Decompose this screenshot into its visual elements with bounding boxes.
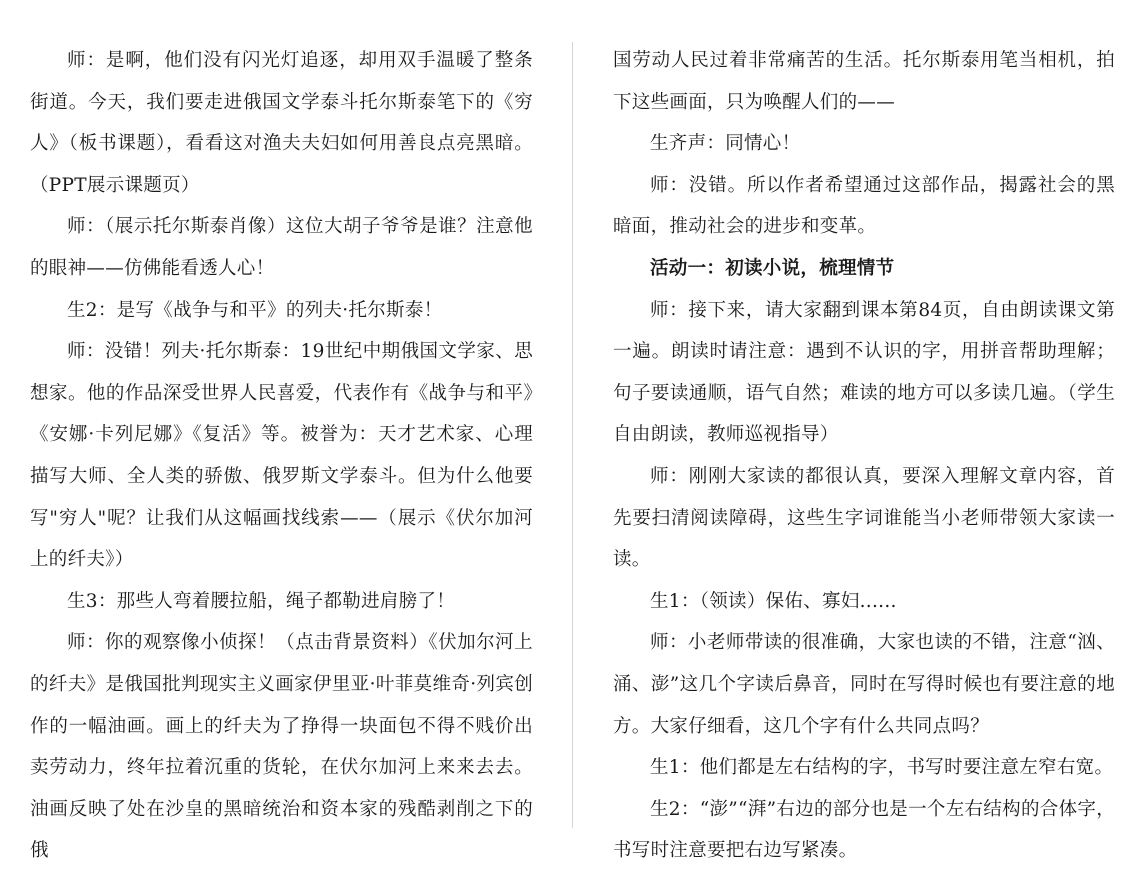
paragraph: 生1：（领读）保佑、寡妇...... xyxy=(650,590,897,612)
right-column xyxy=(613,40,1115,872)
left-column xyxy=(30,40,533,872)
paragraph-continuation: 国劳动人民过着非常痛苦的生活。托尔斯泰用笔当相机，拍下这些画面，只为唤醒人们的—— xyxy=(613,50,1115,113)
paragraph: 师：没错。所以作者希望通过这部作品，揭露社会的黑暗面，推动社会的进步和变革。 xyxy=(613,174,1115,238)
section-heading: 活动一：初读小说，梳理情节 xyxy=(650,257,895,279)
paragraph: 生3：那些人弯着腰拉船，绳子都勒进肩膀了！ xyxy=(67,590,456,612)
paragraph: 师：刚刚大家读的都很认真，要深入理解文章内容，首先要扫清阅读障碍，这些生字词谁能当小老师带领大家读一读。 xyxy=(613,465,1115,571)
paragraph: 师：是啊，他们没有闪光灯追逐，却用双手温暖了整条街道。今天，我们要走进俄国文学泰斗托尔斯泰笔下的《穷人》（板书课题），看看这对渔夫夫妇如何用善良点亮黑暗。（PPT展示课题页） xyxy=(30,50,533,196)
paragraph: 生1：他们都是左右结构的字，书写时要注意左窄右宽。 xyxy=(650,757,1114,779)
paragraph: 生齐声：同情心！ xyxy=(650,133,801,155)
paragraph: 生2：是写《战争与和平》的列夫·托尔斯泰！ xyxy=(67,299,443,321)
paragraph: 师：你的观察像小侦探！（点击背景资料）《伏加尔河上的纤夫》是俄国批判现实主义画家伊里亚·叶菲莫维奇·列宾创作的一幅油画。画上的纤夫为了挣得一块面包不得不贱价出卖劳动力，终年拉着沉重的货轮，在伏尔加河上来来去去。油画反映了处在沙皇的黑暗统治和资本家的残酷剥削之下的俄 xyxy=(30,632,533,862)
paragraph: 生2：“澎”“湃”右边的部分也是一个左右结构的合体字，书写时注意要把右边写紧凑。 xyxy=(613,798,1115,862)
paragraph: 师：（展示托尔斯泰肖像）这位大胡子爷爷是谁？注意他的眼神——仿佛能看透人心！ xyxy=(30,216,533,279)
column-divider xyxy=(572,42,573,828)
paragraph: 师：小老师带读的很准确，大家也读的不错，注意“汹、涌、澎”这几个字读后鼻音，同时在写得时候也有要注意的地方。大家仔细看，这几个字有什么共同点吗？ xyxy=(613,632,1115,737)
paragraph: 师：没错！列夫·托尔斯泰：19世纪中期俄国文学家、思想家。他的作品深受世界人民喜爱，代表作有《战争与和平》《安娜·卡列尼娜》《复活》等。被誉为：天才艺术家、心理描写大师、全人类的骄傲、俄罗斯文学泰斗。但为什么他要写"穷人"呢？让我们从这幅画找线索——（展示《伏尔加河上的纤夫》） xyxy=(30,341,533,571)
paragraph: 师：接下来，请大家翻到课本第84页，自由朗读课文第一遍。朗读时请注意：遇到不认识的字，用拼音帮助理解；句子要读通顺，语气自然；难读的地方可以多读几遍。（学生自由朗读，教师巡视指导） xyxy=(613,299,1115,446)
